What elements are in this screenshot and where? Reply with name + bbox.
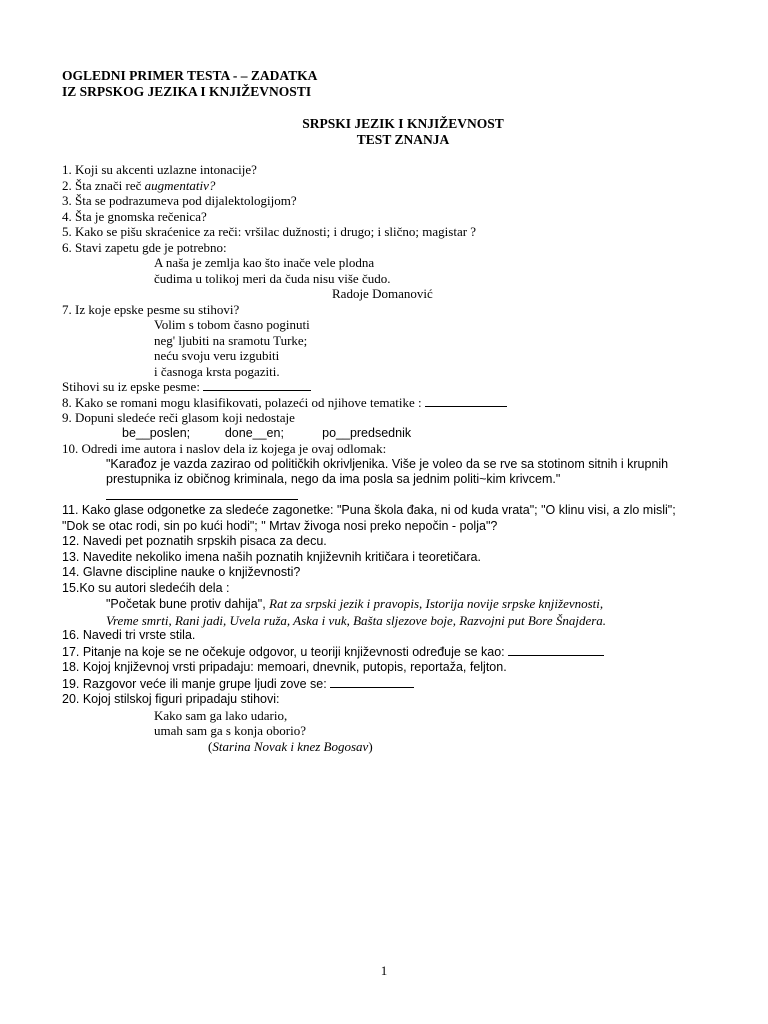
question-7-verse-2: neg' ljubiti na sramotu Turke; [154,332,308,348]
question-15-works-italic: Rat za srpski jezik i pravopis, Istorija novije srpske književnosti, [269,596,604,611]
question-7-answer-line [62,379,722,395]
question-15-works-line-2: Vreme smrti, Rani jadi, Uvela ruža, Aska i vuk, Bašta sljezove boje, Razvojni put Bore Šnajdera. [106,612,607,628]
question-20-source-title: Starina Novak i knez Bogosav [212,738,369,754]
title-line-2: TEST ZNANJA [356,132,450,147]
title-line-1: SRPSKI JEZIK I KNJIŽEVNOST [302,116,504,131]
question-13: 13. Navedite nekoliko imena naših poznatih književnih kritičara i teoretičara. [62,549,481,564]
test-title [0,116,768,148]
heading-line-1: OGLEDNI PRIMER TESTA - – ZADATKA [62,68,318,83]
question-6-quote-line-1: A naša je zemlja kao što inače vele plodna [154,255,375,270]
question-20-source-close: ) [368,738,373,754]
question-6-author: Radoje Domanović [332,286,433,301]
question-2 [62,178,722,194]
question-7-verse-1: Volim s tobom časno poginuti [154,317,310,332]
question-11-line-2: "Dok se otac rodi, sin po kući hodi"; " Mrtav živoga nosi preko nepočin - polja"? [62,518,498,533]
question-16: 16. Navedi tri vrste stila. [62,628,196,642]
question-7-verse-3: neću svoju veru izgubiti [154,348,280,363]
question-10-quote-line-2: prestupnika iz običnog kriminala, nego da ima posla sa jednim politi~kim krivcem." [106,472,561,486]
question-19-answer-blank[interactable] [330,676,414,688]
question-7-verse-4: i časnoga krsta pogaziti. [154,363,280,379]
question-7-answer-label: Stihovi su iz epske pesme: [62,379,204,394]
question-15-works-line-1 [62,596,722,613]
question-17 [62,644,722,661]
question-1: 1. Koji su akcenti uzlazne intonacije? [62,162,257,177]
question-19 [62,676,722,693]
question-2-text: 2. Šta znači reč [62,177,145,193]
document-heading [62,68,317,99]
question-10-quote-line-1: "Karađoz je vazda zazirao od političkih okrivljenika. Više je voleo da se rve sa stotinom sitnih i krupnih [106,456,669,471]
question-2-term: augmentativ? [144,177,216,193]
question-20: 20. Kojoj stilskoj figuri pripadaju stihovi: [62,692,280,706]
question-17-answer-blank[interactable] [508,644,604,656]
question-10-answer-blank[interactable] [106,488,298,500]
question-12: 12. Navedi pet poznatih srpskih pisaca za decu. [62,534,327,548]
question-17-text: 17. Pitanje na koje se ne očekuje odgovor, u teoriji književnosti određuje se kao: [62,644,509,659]
question-9-words: be__poslen; done__en; po__predsednik [122,425,412,440]
question-14: 14. Glavne discipline nauke o književnosti? [62,565,301,579]
question-6-quote-line-2: čudima u tolikoj meri da čuda nisu više čudo. [154,270,391,286]
question-list [62,162,722,754]
question-8-text: 8. Kako se romani mogu klasifikovati, polazeći od njihove tematike : [62,394,425,410]
question-15: 15.Ko su autori sledećih dela : [62,580,230,595]
question-5: 5. Kako se pišu skraćenice za reči: vršilac dužnosti; i drugo; i slično; magistar ? [62,224,477,239]
question-20-verse-2: umah sam ga s konja oborio? [154,723,306,738]
question-19-text: 19. Razgovor veće ili manje grupe ljudi zove se: [62,676,331,691]
question-9: 9. Dopuni sledeće reči glasom koji nedostaje [62,410,295,425]
question-18: 18. Kojoj književnoj vrsti pripadaju: memoari, dnevnik, putopis, reportaža, feljton. [62,660,507,674]
question-10: 10. Odredi ime autora i naslov dela iz kojega je ovaj odlomak: [62,441,387,456]
question-11-line-1: 11. Kako glase odgonetke za sledeće zagonetke: "Puna škola đaka, ni od kuda vrata"; "O klinu visi, a zlo misli"; [62,503,676,517]
page-number [0,963,768,979]
question-8-answer-blank[interactable] [425,395,507,407]
question-8 [62,395,722,411]
question-4: 4. Šta je gnomska rečenica? [62,208,207,224]
question-20-source-open: ( [208,738,213,754]
question-15-work-regular: "Početak bune protiv dahija", [106,597,270,611]
question-20-source [62,739,722,755]
heading-line-2: IZ SRPSKOG JEZIKA I KNJIŽEVNOSTI [62,83,312,99]
question-10-answer-line [62,488,722,504]
question-3: 3. Šta se podrazumeva pod dijalektologijom? [62,193,297,208]
question-7-answer-blank[interactable] [203,379,311,391]
question-6: 6. Stavi zapetu gde je potrebno: [62,239,227,255]
page-number-text: 1 [380,963,388,978]
question-7: 7. Iz koje epske pesme su stihovi? [62,301,240,317]
question-20-verse-1: Kako sam ga lako udario, [154,707,288,723]
